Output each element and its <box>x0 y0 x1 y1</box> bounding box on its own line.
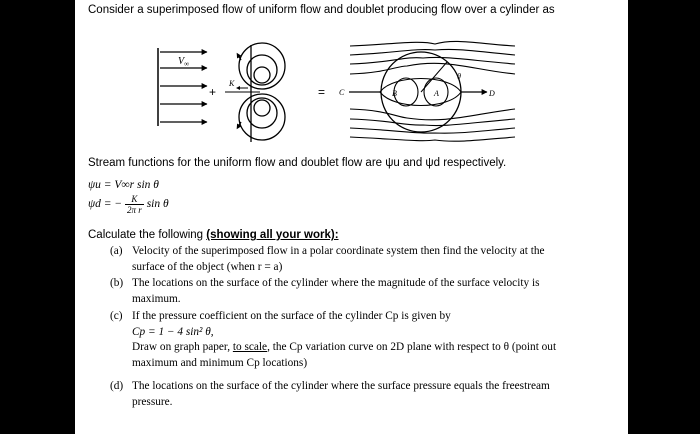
c-label: C <box>339 88 345 97</box>
calculate-emphasis: (showing all your work): <box>206 229 339 241</box>
question-label: (c) <box>110 310 123 322</box>
to-scale-emphasis: to scale <box>232 341 268 353</box>
question-label: (d) <box>110 380 124 392</box>
flow-figure <box>75 0 628 150</box>
question-line: maximum and minimum Cp locations) <box>132 356 308 369</box>
question-line: The locations on the surface of the cylinder where the magnitude of the surface velocity is <box>132 277 540 289</box>
question-line: Velocity of the superimposed flow in a polar coordinate system then find the velocity at the <box>132 245 545 257</box>
theta-label: θ <box>457 72 461 81</box>
eq2-numerator: K <box>125 194 144 205</box>
d-label: D <box>489 89 495 98</box>
equation-psi-d <box>88 194 169 215</box>
stream-function-intro: Stream functions for the uniform flow and doublet flow are ψu and ψd respectively. <box>88 157 507 169</box>
radius-line <box>421 62 447 92</box>
calculate-heading <box>88 229 339 241</box>
question-line: If the pressure coefficient on the surface of the cylinder Cp is given by <box>132 310 451 322</box>
streamline <box>350 137 515 141</box>
question-c <box>110 309 620 371</box>
streamline <box>350 41 515 46</box>
question-label: (b) <box>110 277 124 289</box>
question-line: maximum. <box>132 292 181 305</box>
question-line: Draw on graph paper, to scale, the Cp variation curve on 2D plane with respect to θ (point out <box>132 341 557 353</box>
v-infinity-label: $V_\infty$ <box>178 56 190 68</box>
question-d <box>110 379 620 410</box>
plus-sign: + <box>209 85 217 99</box>
question-a <box>110 244 620 275</box>
doublet-loop <box>239 43 285 89</box>
question-line: pressure. <box>132 395 173 408</box>
b-label: B <box>392 89 397 98</box>
eq2-lhs: ψd = − <box>88 198 123 211</box>
streamline <box>350 63 515 74</box>
question-line: The locations on the surface of the cylinder where the surface pressure equals the freestream <box>132 380 550 392</box>
doublet-loop <box>254 100 270 116</box>
question-b <box>110 276 620 307</box>
calculate-prefix: Calculate the following <box>88 229 207 241</box>
question-label: (a) <box>110 245 123 257</box>
eq2-denominator: 2π r <box>127 205 142 215</box>
inner-loop-b <box>394 78 418 106</box>
intro-text: Consider a superimposed flow of uniform flow and doublet producing flow over a cylinder as <box>88 4 555 16</box>
a-label: A <box>434 89 439 98</box>
streamline <box>350 109 515 120</box>
document-page <box>75 0 628 434</box>
doublet-diagram <box>225 43 285 142</box>
question-line: surface of the object (when r = a) <box>132 260 283 273</box>
eq2-fraction <box>125 194 144 215</box>
eq2-rhs: sin θ <box>146 198 169 211</box>
equation-psi-u: ψu = V∞r sin θ <box>88 179 159 191</box>
pressure-coefficient-equation: Cp = 1 − 4 sin² θ, <box>132 325 214 338</box>
equals-sign: = <box>318 85 326 99</box>
doublet-loop <box>254 67 270 83</box>
doublet-loop <box>239 94 285 140</box>
k-label: K <box>229 79 235 88</box>
